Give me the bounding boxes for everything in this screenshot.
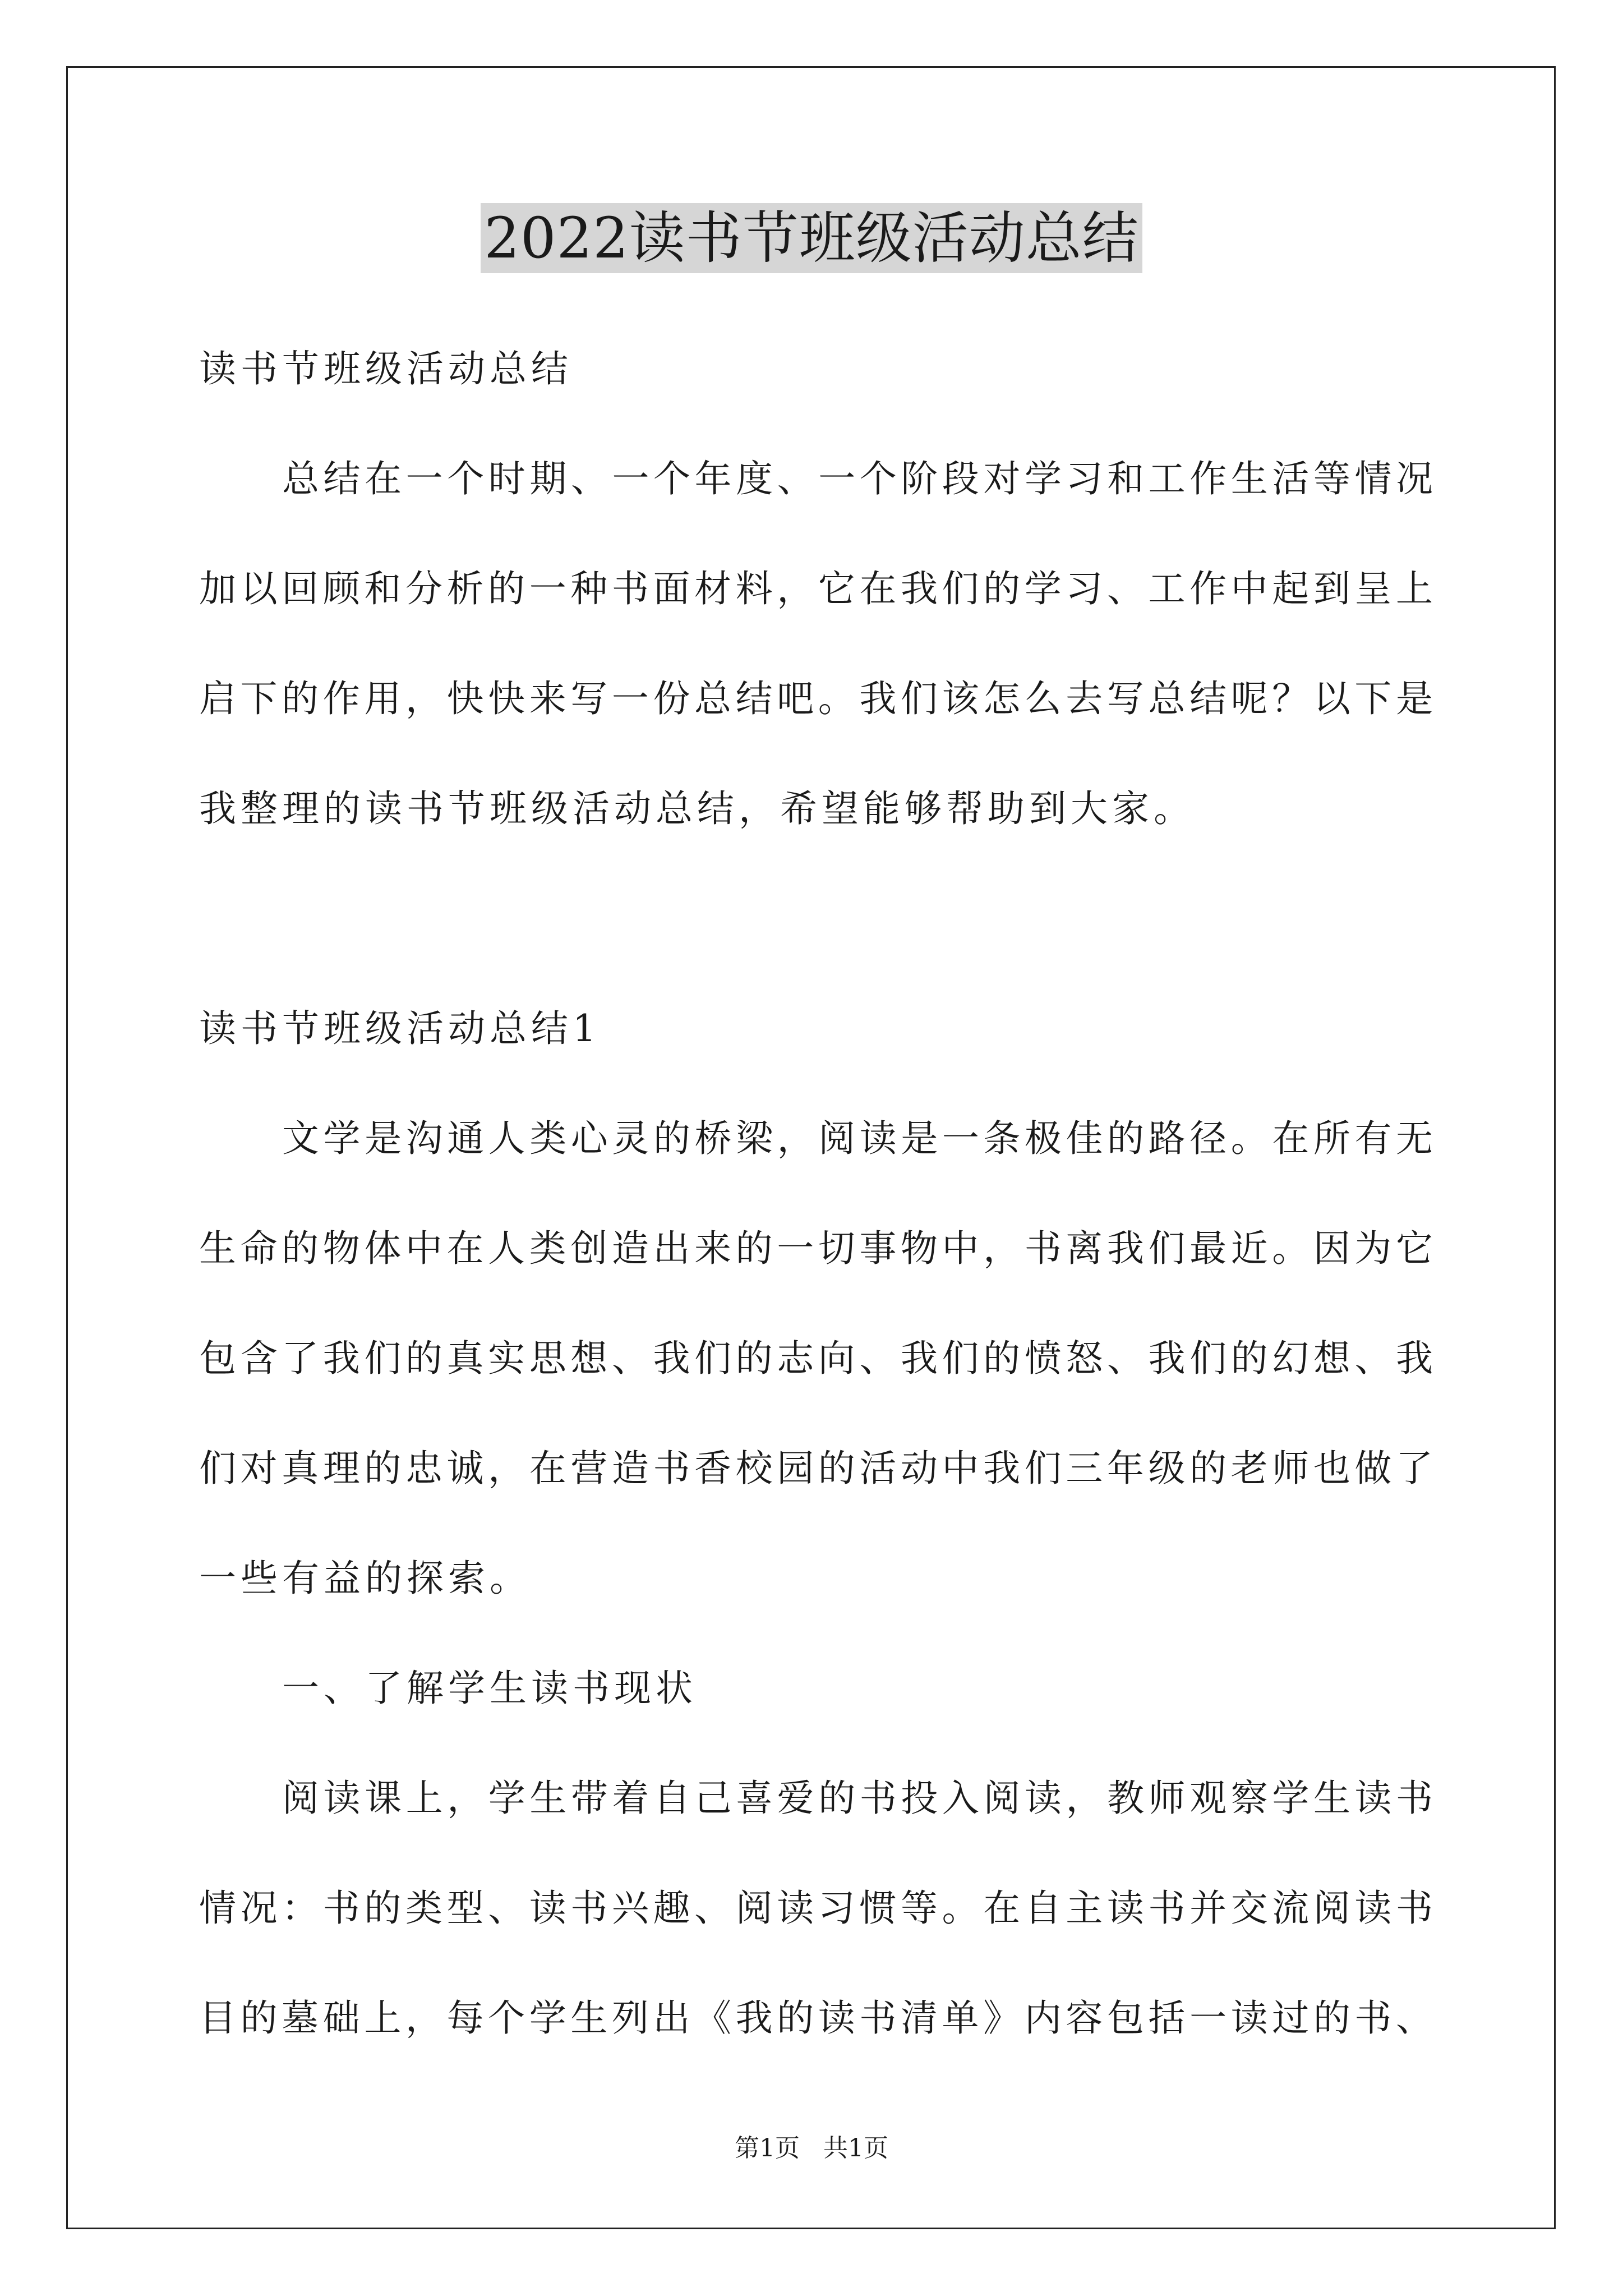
section-heading: 读书节班级活动总结	[199, 347, 573, 390]
page-footer: 第1页 共1页	[735, 2134, 888, 2162]
subsection-heading: 一、了解学生读书现状	[282, 1667, 697, 1710]
paragraph-line: 目的墓础上，每个学生列出《我的读书清单》内容包括一读过的书、	[199, 1996, 1433, 2040]
document-title-text: 2022读书节班级活动总结	[481, 203, 1142, 273]
paragraph-line: 启下的作用，快快来写一份总结吧。我们该怎么去写总结呢？以下是	[199, 677, 1433, 720]
document-body	[199, 314, 1433, 2073]
paragraph-gap	[199, 864, 1433, 974]
paragraph-line: 加以回顾和分析的一种书面材料，它在我们的学习、工作中起到呈上	[199, 567, 1433, 610]
paragraph-line: 总结在一个时期、一个年度、一个阶段对学习和工作生活等情况	[282, 457, 1433, 500]
paragraph-line: 们对真理的忠诚，在营造书香校园的活动中我们三年级的老师也做了	[199, 1447, 1433, 1490]
paragraph-line: 我整理的读书节班级活动总结，希望能够帮助到大家。	[199, 787, 1195, 830]
document-title	[0, 199, 1623, 278]
paragraph-line: 情况：书的类型、读书兴趣、阅读习惯等。在自主读书并交流阅读书	[199, 1887, 1433, 1930]
paragraph-line: 包含了我们的真实思想、我们的志向、我们的愤怒、我们的幻想、我	[199, 1337, 1433, 1380]
section-heading: 读书节班级活动总结1	[199, 1007, 601, 1050]
paragraph-line: 生命的物体中在人类创造出来的一切事物中，书离我们最近。因为它	[199, 1227, 1433, 1270]
paragraph-line: 一些有益的探索。	[199, 1557, 531, 1600]
paragraph-line: 阅读课上，学生带着自己喜爱的书投入阅读，教师观察学生读书	[282, 1777, 1433, 1820]
paragraph-line: 文学是沟通人类心灵的桥梁，阅读是一条极佳的路径。在所有无	[282, 1117, 1433, 1160]
